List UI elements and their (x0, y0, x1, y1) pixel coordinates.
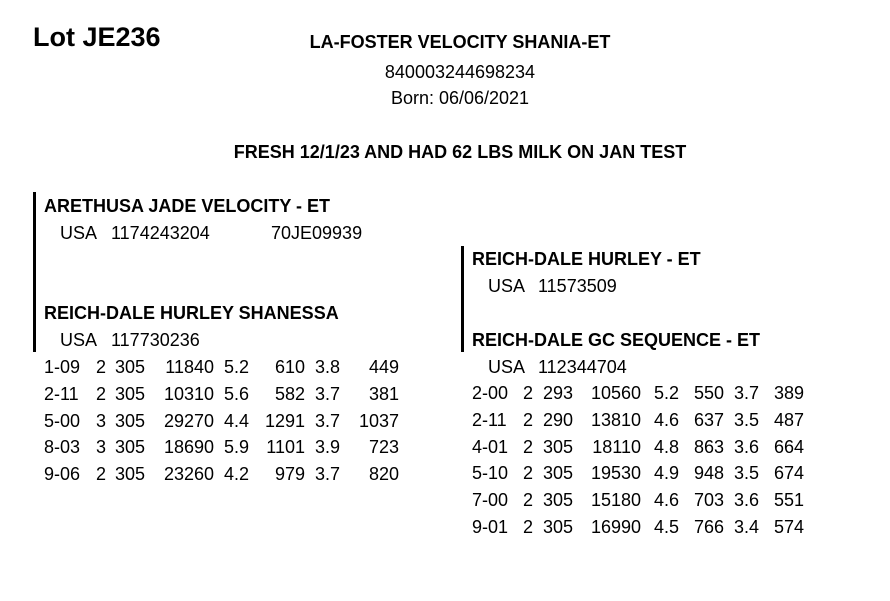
record-fat-lbs: 863 (693, 436, 724, 457)
sire-country: USA (60, 223, 98, 243)
record-protein-lbs: 664 (773, 436, 804, 457)
record-days: 305 (543, 436, 574, 457)
record-lactation: 2 (523, 383, 534, 403)
record-fat-pct: 4.2 (224, 464, 250, 485)
record-fat-pct: 5.2 (654, 383, 680, 403)
record-lactation: 3 (96, 437, 107, 458)
dam-registration: 117730236 (111, 330, 200, 350)
record-lactation: 2 (96, 357, 107, 377)
record-protein-pct: 3.6 (734, 490, 760, 511)
dam-sire-registration: 11573509 (538, 276, 617, 296)
record-lactation: 3 (96, 410, 107, 431)
sire-name: ARETHUSA JADE VELOCITY - ET (44, 196, 331, 216)
record-days: 305 (115, 357, 146, 377)
record-fat-pct: 5.9 (224, 437, 250, 458)
dam-dam-name: REICH-DALE GC SEQUENCE - ET (472, 330, 761, 350)
record-lactation: 2 (523, 517, 534, 537)
record-age: 1-09 (44, 357, 81, 377)
record-age: 5-10 (472, 463, 509, 484)
record-age: 8-03 (44, 437, 81, 458)
record-protein-pct: 3.7 (315, 410, 341, 431)
record-fat-lbs: 766 (693, 517, 724, 537)
record-milk: 10310 (163, 383, 214, 404)
record-protein-lbs: 389 (773, 383, 804, 403)
record-protein-pct: 3.5 (734, 463, 760, 484)
animal-name: LA-FOSTER VELOCITY SHANIA-ET (309, 32, 611, 52)
record-days: 293 (543, 383, 574, 403)
record-days: 305 (543, 490, 574, 511)
record-age: 2-11 (44, 383, 79, 404)
record-lactation: 2 (96, 383, 107, 404)
record-protein-pct: 3.4 (734, 517, 760, 537)
record-fat-lbs: 582 (274, 383, 305, 404)
record-days: 290 (543, 409, 574, 430)
record-milk: 29270 (163, 410, 214, 431)
record-fat-lbs: 703 (693, 490, 724, 511)
record-age: 2-11 (472, 409, 507, 430)
record-fat-lbs: 550 (693, 383, 724, 403)
record-protein-lbs: 820 (368, 464, 399, 485)
record-protein-lbs: 1037 (358, 410, 399, 431)
record-protein-lbs: 449 (368, 357, 399, 377)
record-milk: 18110 (592, 436, 641, 457)
record-milk: 15180 (590, 490, 641, 511)
record-protein-lbs: 551 (773, 490, 804, 511)
record-protein-pct: 3.8 (315, 357, 341, 377)
record-fat-pct: 5.2 (224, 357, 250, 377)
animal-registration: 840003244698234 (384, 62, 536, 82)
record-age: 5-00 (44, 410, 81, 431)
record-lactation: 2 (523, 436, 534, 457)
record-fat-lbs: 979 (274, 464, 305, 485)
record-protein-lbs: 674 (773, 463, 804, 484)
record-age: 7-00 (472, 490, 509, 511)
record-days: 305 (115, 410, 146, 431)
record-protein-lbs: 574 (773, 517, 804, 537)
record-milk: 18690 (163, 437, 214, 458)
record-protein-lbs: 487 (773, 409, 804, 430)
record-protein-pct: 3.9 (315, 437, 341, 458)
record-fat-lbs: 610 (274, 357, 305, 377)
dam-country: USA (60, 330, 98, 350)
record-lactation: 2 (523, 409, 534, 430)
record-lactation: 2 (96, 464, 107, 485)
sire-registration: 1174243204 (111, 223, 210, 243)
record-age: 4-01 (472, 436, 509, 457)
dam-name: REICH-DALE HURLEY SHANESSA (44, 303, 339, 323)
record-protein-pct: 3.7 (315, 383, 341, 404)
record-fat-pct: 4.6 (654, 490, 680, 511)
record-protein-pct: 3.6 (734, 436, 760, 457)
record-age: 9-01 (472, 517, 509, 537)
record-milk: 11840 (165, 357, 214, 377)
dam-sire-name: REICH-DALE HURLEY - ET (472, 249, 701, 269)
record-days: 305 (115, 464, 146, 485)
record-lactation: 2 (523, 490, 534, 511)
record-milk: 13810 (590, 409, 641, 430)
record-fat-lbs: 948 (693, 463, 724, 484)
record-fat-pct: 4.6 (654, 409, 680, 430)
dam-sire-country: USA (488, 276, 526, 296)
dam-dam-country: USA (488, 357, 526, 377)
record-days: 305 (115, 437, 146, 458)
record-days: 305 (543, 463, 574, 484)
record-age: 2-00 (472, 383, 509, 403)
pedigree-bar-right (461, 246, 464, 352)
record-fat-lbs: 1101 (266, 437, 305, 458)
record-fat-lbs: 637 (693, 409, 724, 430)
record-days: 305 (543, 517, 574, 537)
record-milk: 16990 (590, 517, 641, 537)
record-protein-lbs: 723 (368, 437, 399, 458)
sire-code: 70JE09939 (271, 223, 363, 243)
record-protein-pct: 3.5 (734, 409, 760, 430)
record-protein-lbs: 381 (368, 383, 399, 404)
record-lactation: 2 (523, 463, 534, 484)
record-fat-pct: 4.8 (654, 436, 680, 457)
record-milk: 23260 (163, 464, 214, 485)
record-protein-pct: 3.7 (734, 383, 760, 403)
record-fat-pct: 5.6 (224, 383, 250, 404)
birth-date: Born: 06/06/2021 (390, 88, 530, 108)
pedigree-bar-left (33, 192, 36, 352)
record-milk: 10560 (590, 383, 641, 403)
record-fat-lbs: 1291 (264, 410, 305, 431)
record-days: 305 (115, 383, 146, 404)
record-fat-pct: 4.5 (654, 517, 680, 537)
record-fat-pct: 4.4 (224, 410, 250, 431)
dam-dam-registration: 112344704 (538, 357, 627, 377)
record-protein-pct: 3.7 (315, 464, 341, 485)
lot-number: Lot JE236 (33, 22, 161, 52)
fresh-note: FRESH 12/1/23 AND HAD 62 LBS MILK ON JAN TEST (233, 142, 687, 162)
record-milk: 19530 (590, 463, 641, 484)
record-fat-pct: 4.9 (654, 463, 680, 484)
record-age: 9-06 (44, 464, 81, 485)
